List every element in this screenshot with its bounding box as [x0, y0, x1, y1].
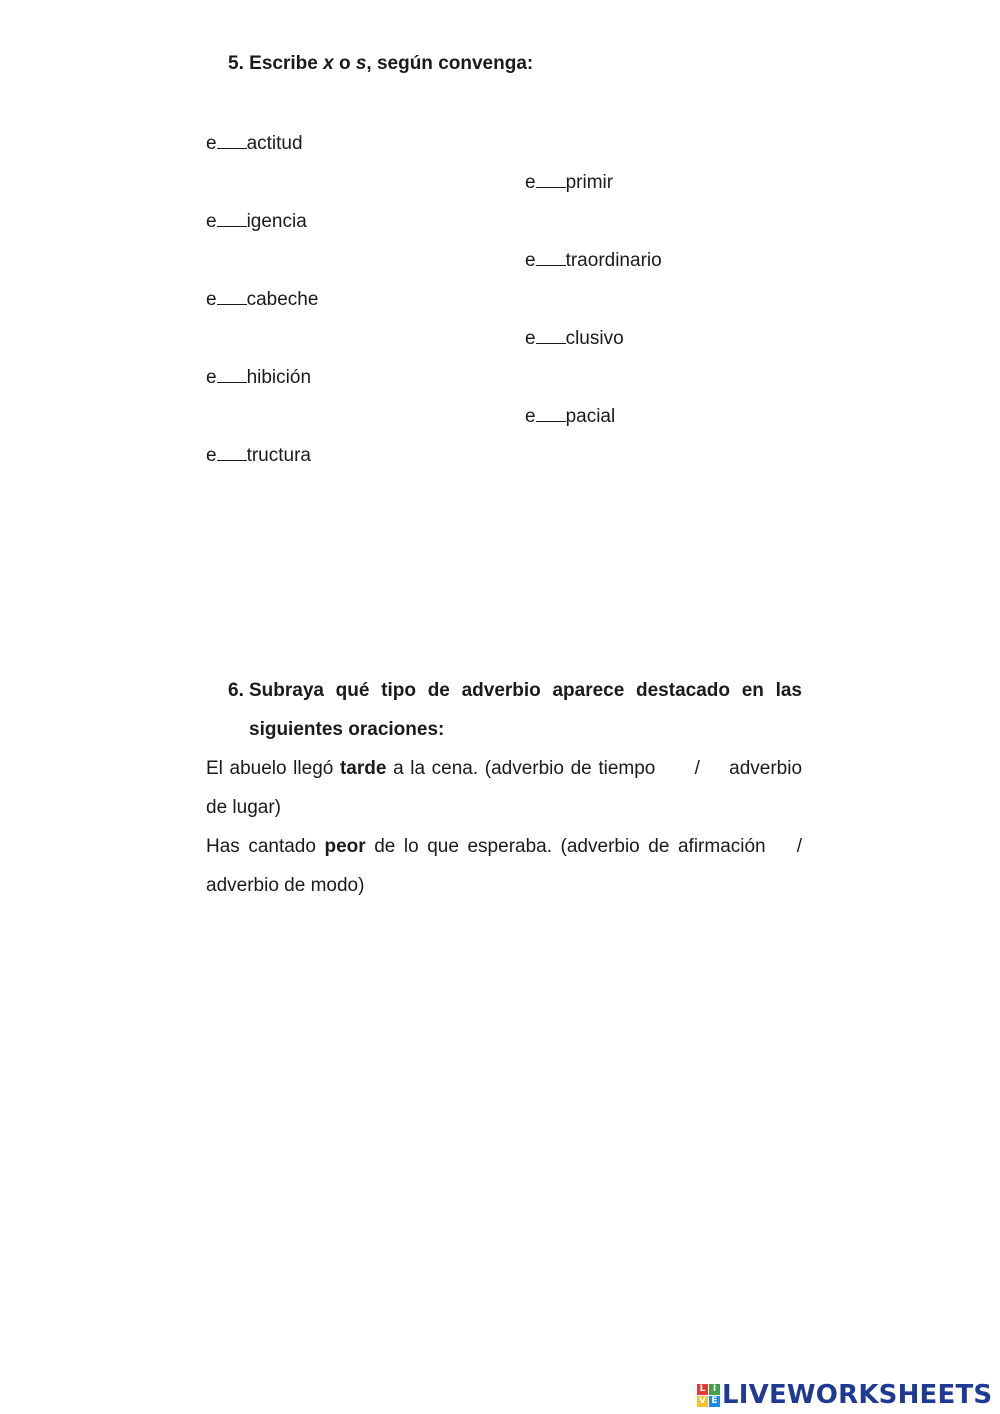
word-item: [525, 326, 624, 350]
word-item: [206, 131, 303, 155]
word-item: [525, 170, 613, 194]
word-prefix: e: [525, 250, 536, 271]
sentence-2-option-2[interactable]: adverbio de modo): [206, 875, 365, 896]
blank-field[interactable]: [217, 287, 247, 305]
word-prefix: e: [206, 133, 217, 154]
word-suffix: traordinario: [565, 250, 662, 271]
blank-field[interactable]: [217, 365, 247, 383]
blank-field[interactable]: [536, 248, 566, 266]
sentence-1-slash: /: [694, 758, 700, 779]
exercise-5-heading: [228, 53, 533, 75]
blank-field[interactable]: [536, 170, 566, 188]
sentence-2-start: Has cantado: [206, 836, 316, 857]
exercise-5-text-end: , según convenga:: [366, 53, 534, 74]
word-prefix: e: [206, 289, 217, 310]
word-item: [206, 365, 311, 389]
word-suffix: actitud: [246, 133, 303, 154]
word-suffix: clusivo: [565, 328, 624, 349]
exercise-6-heading: [228, 671, 802, 749]
word-item: [525, 404, 615, 428]
word-suffix: cabeche: [246, 289, 319, 310]
blank-field[interactable]: [217, 131, 247, 149]
word-prefix: e: [206, 445, 217, 466]
logo-mark-icon: [697, 1384, 720, 1407]
blank-field[interactable]: [217, 209, 247, 227]
sentence-2: [206, 827, 802, 905]
logo-tile: I: [709, 1384, 720, 1395]
word-item: [206, 209, 307, 233]
word-prefix: e: [206, 211, 217, 232]
word-item: [525, 248, 662, 272]
word-prefix: e: [525, 328, 536, 349]
exercise-6-number: 6.: [228, 680, 244, 701]
word-prefix: e: [206, 367, 217, 388]
blank-field[interactable]: [536, 404, 566, 422]
blank-field[interactable]: [536, 326, 566, 344]
blank-field[interactable]: [217, 443, 247, 461]
logo-tile: E: [709, 1396, 720, 1407]
word-suffix: tructura: [246, 445, 311, 466]
exercise-5-x-letter: x: [323, 53, 334, 74]
sentence-1-start: El abuelo llegó: [206, 758, 334, 779]
exercise-5-s-letter: s: [355, 53, 367, 74]
sentence-1-option-1[interactable]: a la cena. (adverbio de tiempo: [393, 758, 656, 779]
sentence-2-slash: /: [796, 836, 802, 857]
sentence-1: [206, 749, 802, 827]
exercise-5-text: Escribe: [249, 53, 318, 74]
word-item: [206, 287, 318, 311]
sentence-2-adverb: peor: [324, 836, 366, 857]
sentence-2-option-1[interactable]: de lo que esperaba. (adverbio de afirmación: [374, 836, 766, 857]
word-suffix: pacial: [565, 406, 616, 427]
word-suffix: hibición: [246, 367, 312, 388]
sentence-1-option-2[interactable]: adverbio de lugar): [206, 758, 803, 818]
logo-tile: V: [697, 1396, 708, 1407]
exercise-5-o: o: [338, 53, 351, 74]
exercise-6-instruction: Subraya qué tipo de adverbio aparece destacado en las siguientes oraciones:: [249, 680, 802, 740]
word-suffix: primir: [565, 172, 614, 193]
word-suffix: igencia: [246, 211, 307, 232]
exercise-5-number: 5.: [228, 53, 244, 74]
word-prefix: e: [525, 172, 536, 193]
word-item: [206, 443, 311, 467]
sentence-1-adverb: tarde: [339, 758, 387, 779]
logo-tile: L: [697, 1384, 708, 1395]
word-prefix: e: [525, 406, 536, 427]
logo-text: LIVEWORKSHEETS: [722, 1380, 993, 1410]
liveworksheets-logo: [697, 1379, 992, 1411]
